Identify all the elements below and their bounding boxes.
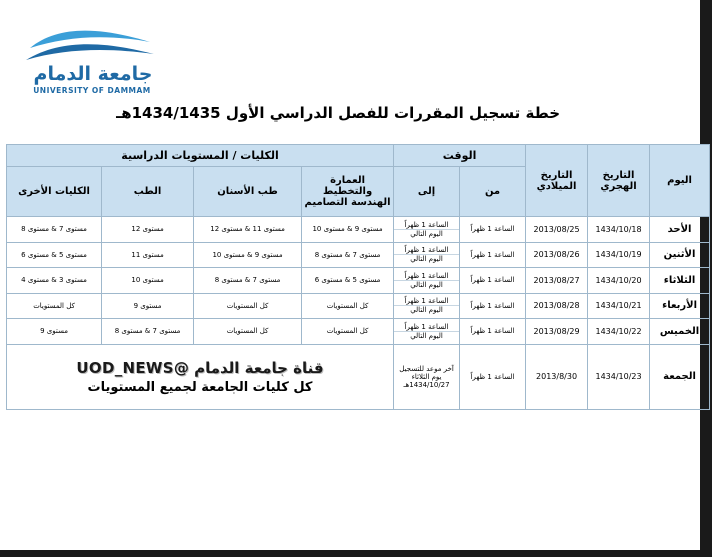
day-cell: الخميس	[650, 319, 710, 345]
logo-arabic-text: جامعة الدمام	[33, 63, 153, 85]
other-levels-cell: مستوى 5 & مستوى 6	[7, 242, 102, 268]
gregorian-date-cell: 2013/08/29	[526, 319, 588, 345]
hijri-date-cell: 1434/10/21	[588, 293, 650, 319]
gregorian-date-cell: 2013/08/28	[526, 293, 588, 319]
header-dentistry: طب الأسنان	[194, 167, 302, 217]
to-time-top: الساعة 1 ظهراً	[394, 323, 459, 332]
day-cell: الجمعة	[650, 344, 710, 409]
architecture-levels-cell: مستوى 9 & مستوى 10	[302, 217, 394, 243]
to-time-cell	[394, 319, 460, 345]
header-to: إلى	[394, 167, 460, 217]
page-title: خطة تسجيل المقررات للفصل الدراسي الأول 1434/1435هـ	[116, 104, 560, 122]
hijri-date-cell: 1434/10/22	[588, 319, 650, 345]
architecture-levels-cell: مستوى 5 & مستوى 6	[302, 268, 394, 294]
from-time-cell: الساعة 1 ظهراً	[460, 319, 526, 345]
hijri-date-cell: 1434/10/20	[588, 268, 650, 294]
channel-watermark: قناة جامعة الدمام @UOD_NEWS	[76, 358, 324, 377]
to-time-top: الساعة 1 ظهراً	[394, 221, 459, 230]
to-time-bottom: اليوم التالي	[410, 306, 443, 315]
hijri-date-cell: 1434/10/23	[588, 344, 650, 409]
to-time-cell	[394, 268, 460, 294]
header-other-colleges: الكليات الأخرى	[7, 167, 102, 217]
architecture-levels-cell: كل المستويات	[302, 293, 394, 319]
dentistry-levels-cell: مستوى 11 & مستوى 12	[194, 217, 302, 243]
dentistry-levels-cell: مستوى 9 & مستوى 10	[194, 242, 302, 268]
other-levels-cell: مستوى 7 & مستوى 8	[7, 217, 102, 243]
other-levels-cell: مستوى 3 & مستوى 4	[7, 268, 102, 294]
medicine-levels-cell: مستوى 7 & مستوى 8	[102, 319, 194, 345]
hijri-date-cell: 1434/10/18	[588, 217, 650, 243]
table-row	[7, 217, 710, 243]
all-colleges-note-cell	[7, 344, 394, 409]
to-time-bottom: اليوم التالي	[410, 255, 443, 264]
hijri-date-cell: 1434/10/19	[588, 242, 650, 268]
from-time-cell: الساعة 1 ظهراً	[460, 293, 526, 319]
registration-schedule-table	[6, 144, 710, 410]
header-gregorian-date: التاريخ الميلادي	[526, 145, 588, 217]
architecture-levels-cell: مستوى 7 & مستوى 8	[302, 242, 394, 268]
gregorian-date-cell: 2013/08/25	[526, 217, 588, 243]
header-from: من	[460, 167, 526, 217]
table-row	[7, 242, 710, 268]
header-medicine: الطب	[102, 167, 194, 217]
gregorian-date-cell: 2013/08/26	[526, 242, 588, 268]
day-cell: الثلاثاء	[650, 268, 710, 294]
day-cell: الأثنين	[650, 242, 710, 268]
logo-english-text: UNIVERSITY OF DAMMAM	[33, 86, 151, 95]
medicine-levels-cell: مستوى 10	[102, 268, 194, 294]
from-time-cell: الساعة 1 ظهراً	[460, 268, 526, 294]
medicine-levels-cell: مستوى 9	[102, 293, 194, 319]
gregorian-date-cell: 2013/8/30	[526, 344, 588, 409]
day-cell: الأحد	[650, 217, 710, 243]
all-colleges-note: كل كليات الجامعة لجميع المستويات	[87, 379, 313, 395]
to-time-bottom: اليوم التالي	[410, 229, 443, 238]
to-time-top: الساعة 1 ظهراً	[394, 272, 459, 281]
to-time-bottom: اليوم التالي	[410, 331, 443, 340]
header-hijri-date: التاريخ الهجري	[588, 145, 650, 217]
to-time-top: الساعة 1 ظهراً	[394, 297, 459, 306]
medicine-levels-cell: مستوى 12	[102, 217, 194, 243]
registration-deadline-cell: آخر موعد للتسجيل يوم الثلاثاء 1434/10/27هـ	[394, 344, 460, 409]
table-row	[7, 268, 710, 294]
header-architecture: العمارة والتخطيط الهندسة التصاميم	[302, 167, 394, 217]
table-row	[7, 319, 710, 345]
to-time-cell	[394, 217, 460, 243]
table-row	[7, 293, 710, 319]
header-day: اليوم	[650, 145, 710, 217]
day-cell: الأربعاء	[650, 293, 710, 319]
gregorian-date-cell: 2013/08/27	[526, 268, 588, 294]
to-time-cell	[394, 242, 460, 268]
dentistry-levels-cell: مستوى 7 & مستوى 8	[194, 268, 302, 294]
other-levels-cell: كل المستويات	[7, 293, 102, 319]
to-time-top: الساعة 1 ظهراً	[394, 246, 459, 255]
to-time-bottom: اليوم التالي	[410, 280, 443, 289]
from-time-cell: الساعة 1 ظهراً	[460, 217, 526, 243]
from-time-cell: الساعة 1 ظهراً	[460, 242, 526, 268]
from-time-cell: الساعة 1 ظهراً	[460, 344, 526, 409]
dentistry-levels-cell: كل المستويات	[194, 319, 302, 345]
medicine-levels-cell: مستوى 11	[102, 242, 194, 268]
header-time: الوقت	[394, 145, 526, 167]
other-levels-cell: مستوى 9	[7, 319, 102, 345]
table-row-friday	[7, 344, 710, 409]
architecture-levels-cell: كل المستويات	[302, 319, 394, 345]
dentistry-levels-cell: كل المستويات	[194, 293, 302, 319]
to-time-cell	[394, 293, 460, 319]
header-colleges: الكليات / المستويات الدراسية	[7, 145, 394, 167]
